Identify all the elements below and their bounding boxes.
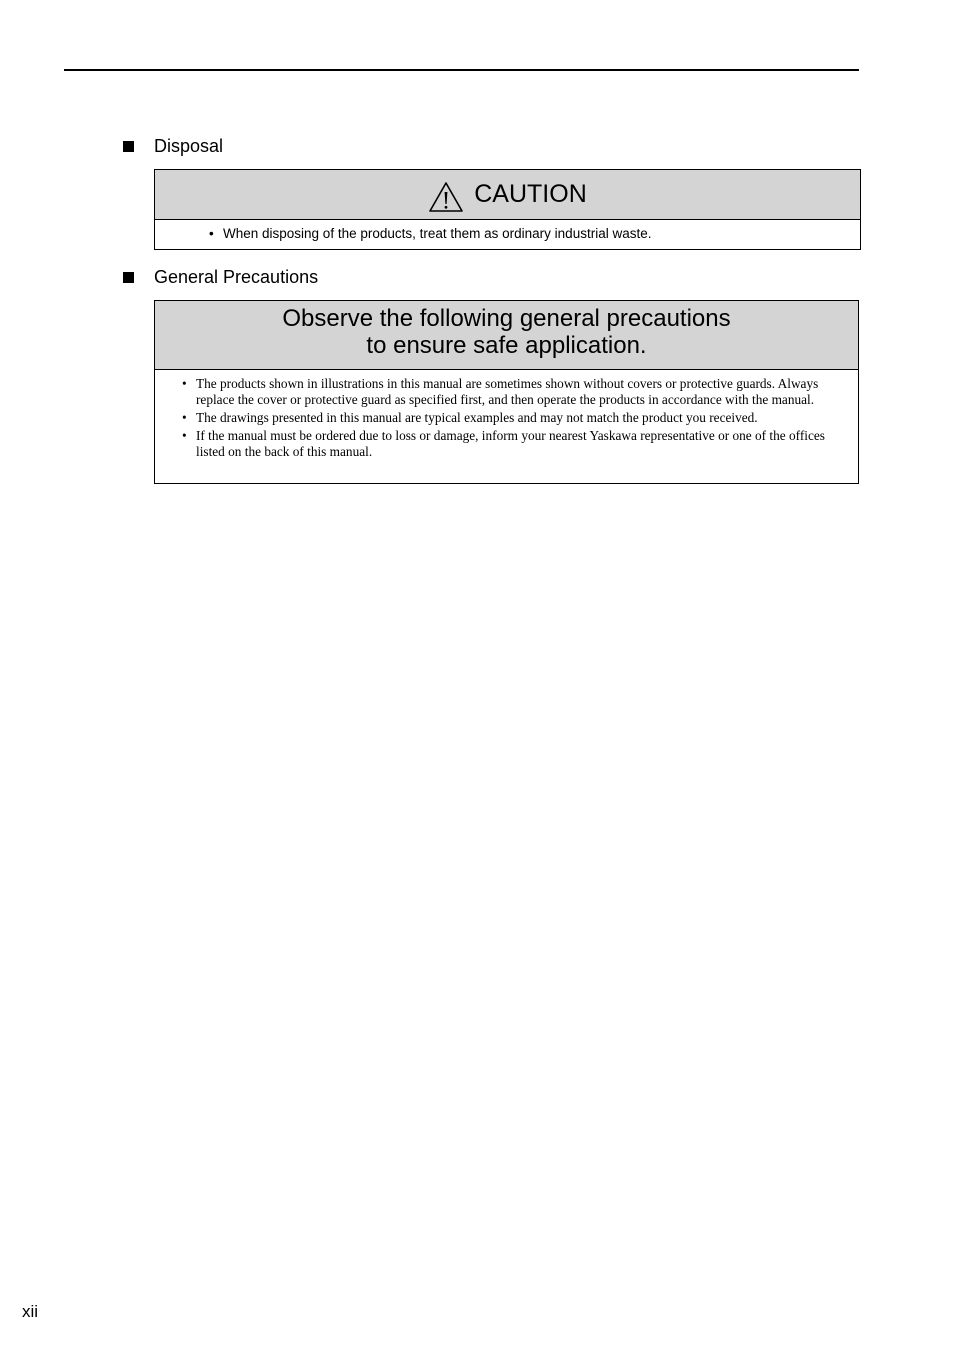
general-precautions-box (154, 300, 859, 484)
bullet-icon: • (182, 410, 187, 425)
bullet-icon: • (209, 226, 214, 241)
caution-title: CAUTION (474, 180, 587, 208)
list-item (182, 376, 844, 408)
list-item (209, 225, 860, 242)
general-precautions-heading-text: General Precautions (154, 266, 319, 287)
caution-header (155, 170, 860, 220)
precaution-item-text: If the manual must be ordered due to loss or damage, inform your nearest Yaskawa representative or one of the offices listed on the back of this manual. (196, 428, 825, 459)
precaution-item-text: The drawings presented in this manual are typical examples and may not match the product you received. (196, 410, 758, 425)
warning-triangle-icon (428, 181, 464, 213)
general-title-line-2: to ensure safe application. (366, 332, 647, 359)
page-number: xii (22, 1302, 39, 1321)
general-precautions-header (155, 301, 858, 370)
caution-body (155, 220, 860, 242)
disposal-heading-text: Disposal (154, 135, 224, 156)
list-item (182, 410, 844, 426)
square-bullet-icon (123, 141, 134, 152)
caution-box (154, 169, 861, 250)
bullet-icon: • (182, 428, 187, 443)
general-precautions-body (155, 370, 858, 460)
precaution-item-text: The products shown in illustrations in this manual are sometimes shown without covers or protective guards. Always replace the cover or protective guard as specified first, and then operate the products in accordance with the manual. (196, 376, 819, 407)
disposal-heading (123, 134, 223, 158)
square-bullet-icon (123, 272, 134, 283)
header-rule (64, 69, 859, 71)
bullet-icon: • (182, 376, 187, 391)
list-item (182, 428, 844, 460)
general-precautions-heading (123, 265, 318, 289)
caution-item-text: When disposing of the products, treat them as ordinary industrial waste. (223, 226, 652, 241)
general-title-line-1: Observe the following general precautions (282, 305, 731, 332)
